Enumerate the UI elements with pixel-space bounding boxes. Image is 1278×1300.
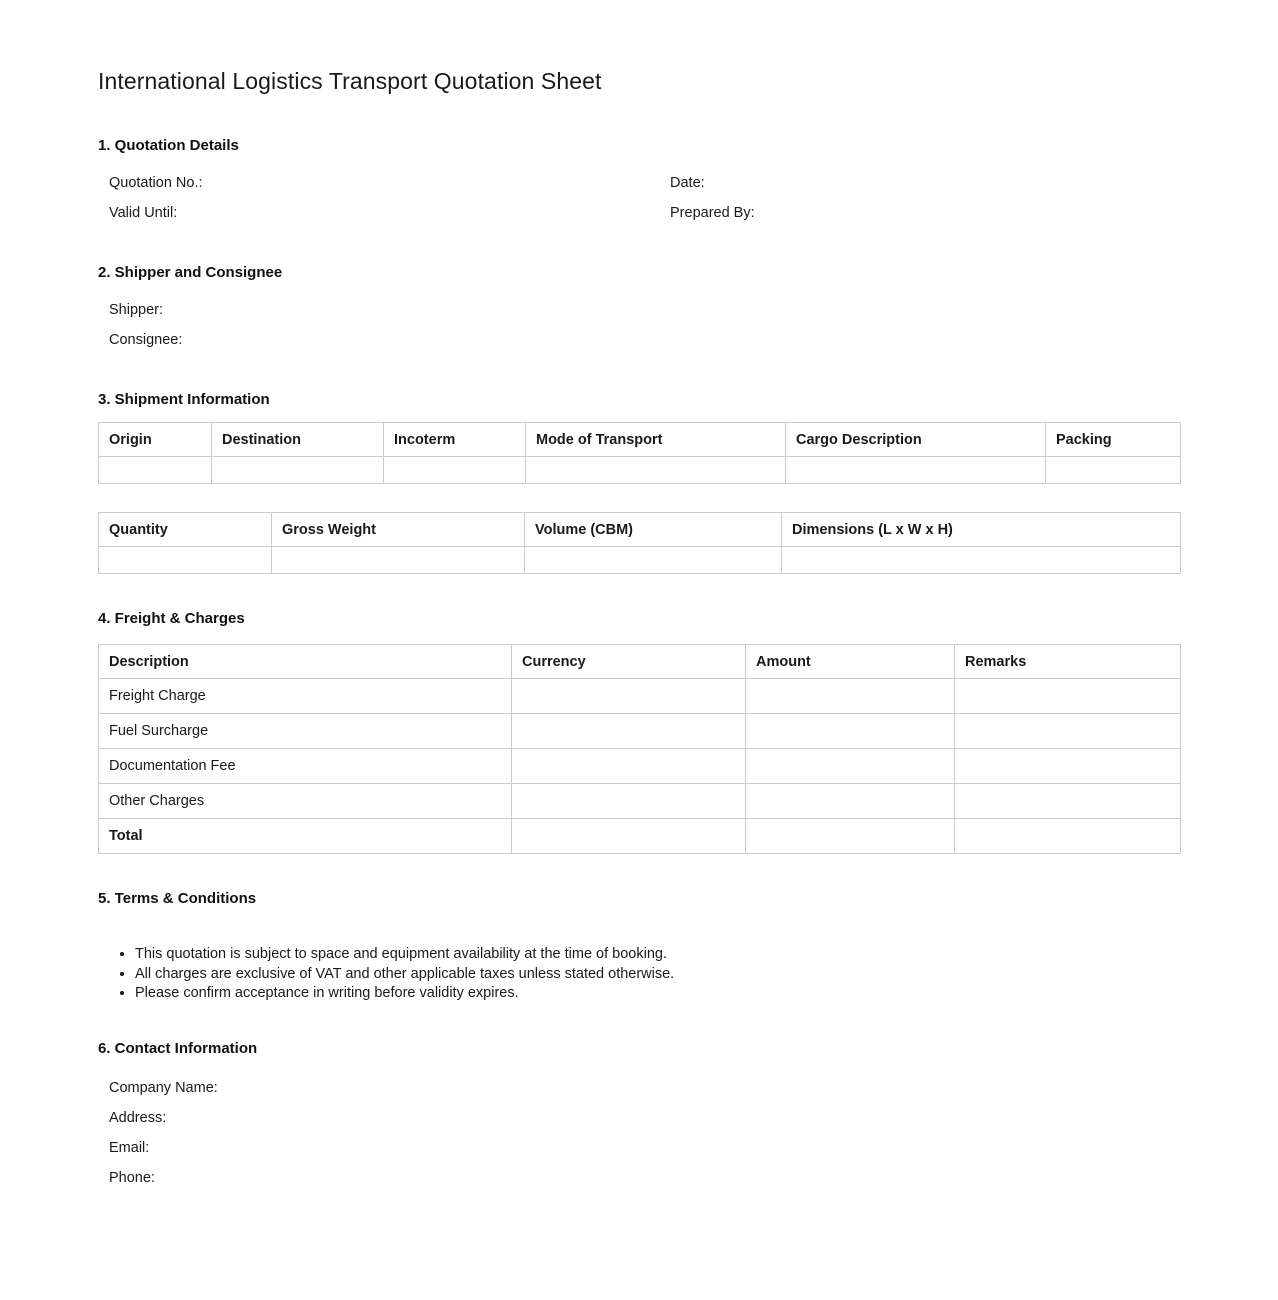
section-terms-conditions <box>98 890 1180 1004</box>
column-header-incoterm: Incoterm <box>384 423 526 457</box>
cell-quantity[interactable] <box>99 547 272 574</box>
list-item: • Please confirm acceptance in writing before validity expires. <box>135 984 1180 1004</box>
spacer <box>98 95 1180 137</box>
cell-volume-cbm[interactable] <box>525 547 782 574</box>
contact-information-fields <box>98 1073 1180 1193</box>
table-row <box>99 784 1181 819</box>
field-label-address: Address: <box>109 1109 167 1126</box>
cell-incoterm[interactable] <box>384 457 526 484</box>
cell-charge-remarks[interactable] <box>955 784 1181 819</box>
field-label-quotation-no: Quotation No.: <box>109 175 203 191</box>
section-heading-contact-information: 6. Contact Information <box>98 1039 258 1057</box>
cell-charge-description: Other Charges <box>99 784 512 819</box>
column-header-gross-weight: Gross Weight <box>272 513 525 547</box>
section-shipper-consignee <box>98 264 1180 355</box>
column-header-description: Description <box>99 645 512 679</box>
field-row <box>109 168 1180 198</box>
cell-gross-weight[interactable] <box>272 547 525 574</box>
section-heading-shipper-consignee: 2. Shipper and Consignee <box>98 264 283 281</box>
section-heading-terms-conditions: 5. Terms & Conditions <box>98 890 257 907</box>
cell-charge-remarks[interactable] <box>955 714 1181 749</box>
cell-charge-description: Documentation Fee <box>99 749 512 784</box>
field-label-phone: Phone: <box>109 1169 155 1186</box>
cell-cargo-description[interactable] <box>786 457 1046 484</box>
terms-list-wrapper <box>98 945 1180 1004</box>
table-row <box>99 749 1181 784</box>
column-header-cargo-description: Cargo Description <box>786 423 1046 457</box>
table-header-row <box>99 423 1181 457</box>
cell-charge-remarks[interactable] <box>955 679 1181 714</box>
field-label-date: Date: <box>670 175 705 191</box>
page-title: International Logistics Transport Quotation Sheet <box>98 68 602 94</box>
cell-mode-of-transport[interactable] <box>526 457 786 484</box>
quotation-details-fields <box>98 168 1180 228</box>
cell-charge-currency[interactable] <box>512 714 746 749</box>
list-item: • This quotation is subject to space and equipment availability at the time of booking. <box>135 945 1180 965</box>
cell-total-remarks[interactable] <box>955 819 1181 854</box>
section-heading-shipment-information: 3. Shipment Information <box>98 391 270 408</box>
cell-dimensions[interactable] <box>782 547 1181 574</box>
field-label-valid-until: Valid Until: <box>109 205 178 221</box>
cell-charge-currency[interactable] <box>512 679 746 714</box>
spacer <box>98 1004 1180 1040</box>
table-row-total <box>99 819 1181 854</box>
column-header-destination: Destination <box>212 423 384 457</box>
field-label-consignee: Consignee: <box>109 332 183 348</box>
list-item: • All charges are exclusive of VAT and other applicable taxes unless stated otherwise. <box>135 965 1180 985</box>
column-header-volume-cbm: Volume (CBM) <box>525 513 782 547</box>
cell-charge-description: Fuel Surcharge <box>99 714 512 749</box>
column-header-quantity: Quantity <box>99 513 272 547</box>
section-quotation-details <box>98 137 1180 228</box>
cell-charge-remarks[interactable] <box>955 749 1181 784</box>
table-header-row <box>99 513 1181 547</box>
column-header-mode-of-transport: Mode of Transport <box>526 423 786 457</box>
column-header-dimensions: Dimensions (L x W x H) <box>782 513 1181 547</box>
column-header-amount: Amount <box>746 645 955 679</box>
shipper-consignee-fields <box>98 295 1180 355</box>
section-freight-charges <box>98 610 1180 854</box>
cell-charge-description: Freight Charge <box>99 679 512 714</box>
spacer <box>98 574 1180 610</box>
terms-list <box>99 945 1180 1004</box>
table-row <box>99 547 1181 574</box>
cell-charge-currency[interactable] <box>512 749 746 784</box>
spacer <box>98 854 1180 890</box>
cell-charge-currency[interactable] <box>512 784 746 819</box>
cell-destination[interactable] <box>212 457 384 484</box>
table-row <box>99 714 1181 749</box>
column-header-origin: Origin <box>99 423 212 457</box>
table-row <box>99 679 1181 714</box>
field-row <box>109 198 1180 228</box>
shipment-table-primary <box>98 422 1181 484</box>
cell-charge-amount[interactable] <box>746 749 955 784</box>
field-label-company-name: Company Name: <box>109 1079 218 1096</box>
section-shipment-information <box>98 391 1180 574</box>
cell-origin[interactable] <box>99 457 212 484</box>
spacer <box>98 228 1180 264</box>
cell-packing[interactable] <box>1046 457 1181 484</box>
spacer <box>98 355 1180 391</box>
field-label-shipper: Shipper: <box>109 302 164 318</box>
section-heading-quotation-details: 1. Quotation Details <box>98 137 239 154</box>
cell-total-currency[interactable] <box>512 819 746 854</box>
field-label-email: Email: <box>109 1139 150 1156</box>
shipment-table-secondary <box>98 512 1181 574</box>
cell-charge-amount[interactable] <box>746 679 955 714</box>
column-header-currency: Currency <box>512 645 746 679</box>
section-contact-information <box>98 1040 1180 1193</box>
column-header-packing: Packing <box>1046 423 1181 457</box>
freight-charges-table <box>98 644 1181 854</box>
field-label-prepared-by: Prepared By: <box>670 205 755 221</box>
table-header-row <box>99 645 1181 679</box>
table-row <box>99 457 1181 484</box>
cell-charge-amount[interactable] <box>746 784 955 819</box>
cell-charge-amount[interactable] <box>746 714 955 749</box>
column-header-remarks: Remarks <box>955 645 1181 679</box>
cell-total-label: Total <box>99 819 512 854</box>
section-heading-freight-charges: 4. Freight & Charges <box>98 610 245 627</box>
cell-total-amount[interactable] <box>746 819 955 854</box>
